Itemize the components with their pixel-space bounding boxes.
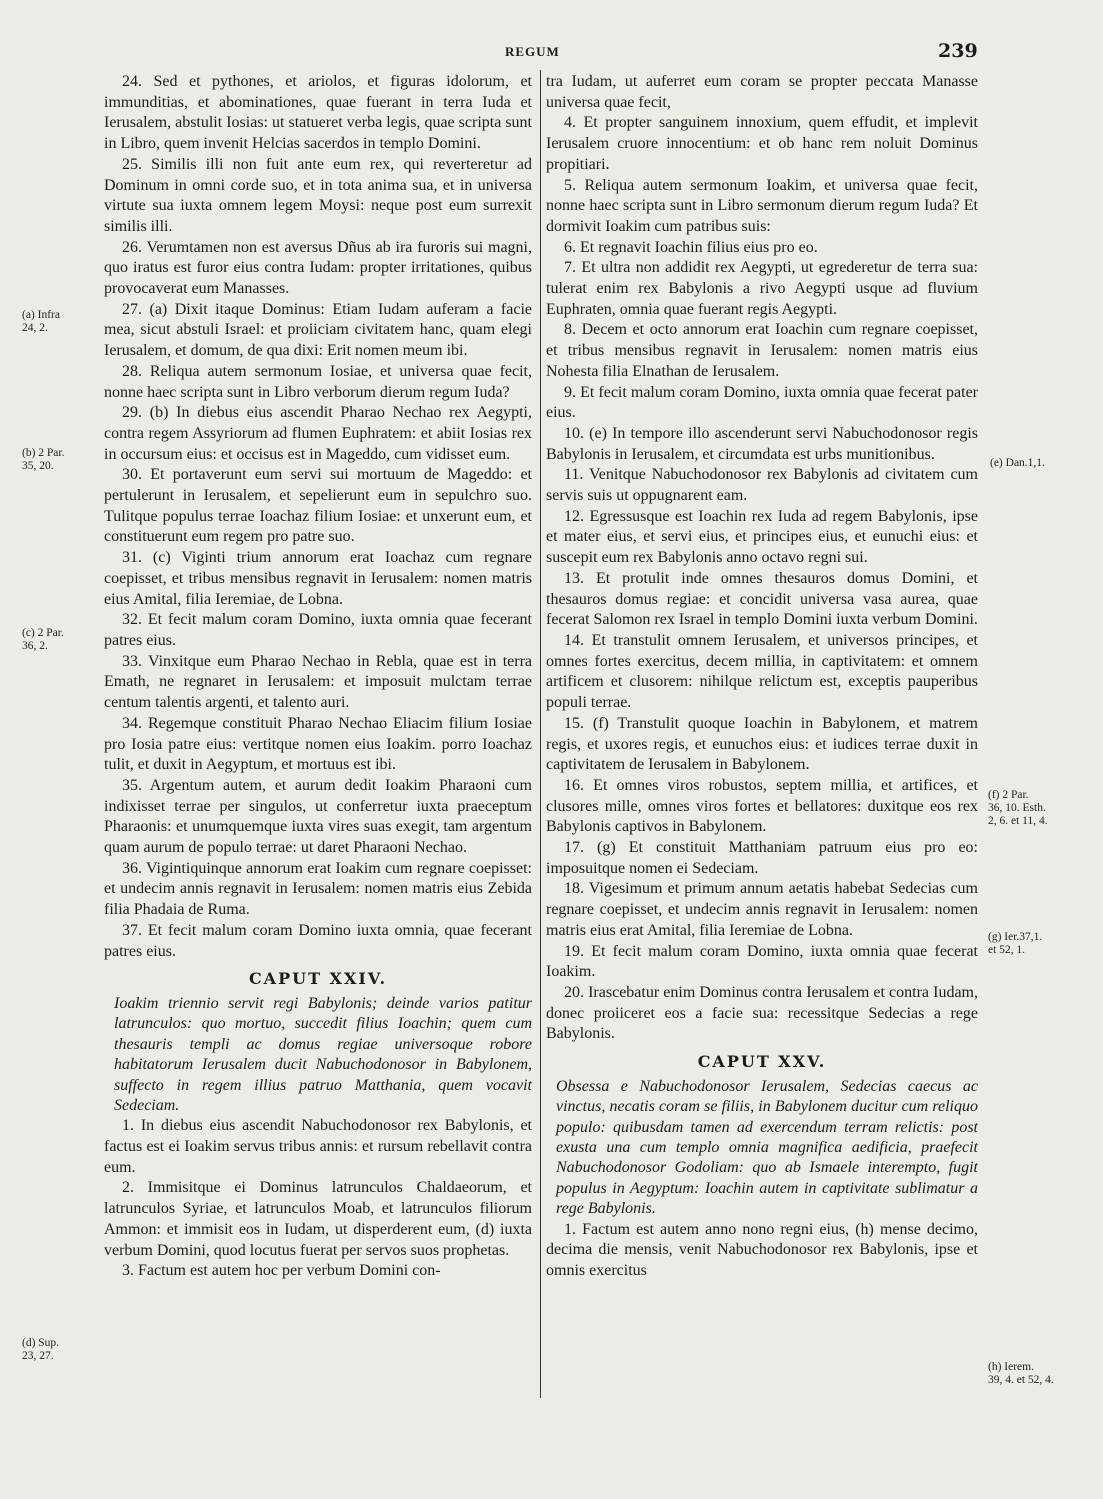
note-line: (g) Ier.37,1. <box>988 931 1043 943</box>
margin-note-a <box>22 309 60 335</box>
chapter-summary: Obsessa e Nabuchodonosor Ierusalem, Sedecias caecus ac vinctus, necatis coram se filiis, in Babylonem ducitur cum reliquo populo: quibusdam tamen ad exercendum terram relictis: post exusta una cum templo omnia magnifica aedificia, praefecit Nabuchodonosor Godoliam: quo ab Ismaele interempto, fugit populus in Aegyptum: Ioachin autem in captivitate sublimatur a rege Babylonis. <box>556 1077 978 1218</box>
verse: 1. In diebus eius ascendit Nabuchodonosor rex Babylonis, et factus est ei Ioakim servus tribus annis: et rursum rebellavit contra eum. <box>104 1117 532 1176</box>
note-line: 24, 2. <box>22 322 48 334</box>
verse: 3. Factum est autem hoc per verbum Domini con- <box>122 1262 441 1280</box>
verse: 29. (b) In diebus eius ascendit Pharao Nechao rex Aegypti, contra regem Assyriorum ad flumen Euphratem: et abiit Iosias rex in occursum eius: et occisus est in Mageddo, cum vidisset eum. <box>104 404 532 463</box>
chapter-summary: Ioakim triennio servit regi Babylonis; deinde varios patitur latrunculos: quo mortuo, succedit filius Ioachin; quem cum thesauris templi ac domus regiae universoque robore habitatorum Ierusalem ducit Nabuchodonosor in Babylonem, suffecto in regem illius patruo Matthania, quem vocavit Sedeciam. <box>114 994 532 1114</box>
verse: 4. Et propter sanguinem innoxium, quem effudit, et implevit Ierusalem cruore innocentium: et ob hanc rem noluit Dominus propitiari. <box>546 114 978 173</box>
verse: 27. (a) Dixit itaque Dominus: Etiam Iudam auferam a facie mea, sicut abstuli Israel: et proiiciam civitatem hanc, quam elegi Ierusalem, et domum, de qua dixi: Erit nomen meum ibi. <box>104 300 532 360</box>
note-line: 35, 20. <box>22 460 54 472</box>
note-line: (f) 2 Par. <box>988 789 1029 801</box>
verse: 30. Et portaverunt eum servi sui mortuum de Mageddo: et pertulerunt in Ierusalem, et sepelierunt eum in sepulchro suo. Tulitque populus terrae Ioachaz filium Iosiae: et unxerunt eum, et constituerunt eum regem pro patre suo. <box>104 466 532 546</box>
verse: 24. Sed et pythones, et ariolos, et figuras idolorum, et immunditias, et abominationes, quae fuerant in terra Iuda et Ierusalem, abstulit Iosias: ut statueret verba legis, quae scripta sunt in Libro, quem invenit Helcias sacerdos in templo Domini. <box>104 73 532 153</box>
running-title: REGUM <box>505 44 560 59</box>
right-column <box>546 72 978 1282</box>
note-line: (h) Ierem. <box>988 1361 1034 1373</box>
verse: 33. Vinxitque eum Pharao Nechao in Rebla, quae est in terra Emath, ne regnaret in Ierusalem: et imposuit mulctam terrae centum talentis argenti, et talento auri. <box>104 652 532 712</box>
verse: 28. Reliqua autem sermonum Iosiae, et universa quae fecit, nonne haec scripta sunt in Libro verborum dierum regum Iuda? <box>104 362 532 401</box>
verse-continuation: tra Iudam, ut auferret eum coram se propter peccata Manasse universa quae fecit, <box>546 73 978 111</box>
verse: 15. (f) Transtulit quoque Ioachin in Babylonem, et matrem regis, et uxores regis, et eunuchos eius: et iudices terrae duxit in captivitatem de Ierusalem in Babylonem. <box>546 714 978 774</box>
left-column <box>104 72 532 1282</box>
verse: 9. Et fecit malum coram Domino, iuxta omnia quae fecerat pater eius. <box>546 383 978 422</box>
verse: 20. Irascebatur enim Dominus contra Ierusalem et contra Iudam, donec proiiceret eos a facie sua: recessitque Sedecias a rege Babylonis. <box>546 983 978 1043</box>
verse: 18. Vigesimum et primum annum aetatis habebat Sedecias cum regnare coepisset, et undecim annis regnavit in Ierusalem: nomen matris eius erat Amital, filia Ieremiae de Lobna. <box>546 880 978 939</box>
note-line: (b) 2 Par. <box>22 447 65 459</box>
margin-note-c <box>22 627 64 653</box>
verse: 8. Decem et octo annorum erat Ioachin cum regnare coepisset, et tribus mensibus regnavit in Ierusalem: nomen matris eius Nohesta filia Elnathan de Ierusalem. <box>546 321 978 380</box>
verse: 31. (c) Viginti trium annorum erat Ioachaz cum regnare coepisset, et tribus mensibus regnavit in Ierusalem: nomen matris eius Amital, filia Ieremiae, de Lobna. <box>104 549 532 608</box>
verse: 13. Et protulit inde omnes thesauros domus Domini, et thesauros domus regiae: et concidit universa vasa aurea, quae fecerat Salomon rex Israel in templo Domini iuxta verbum Domini. <box>546 569 978 629</box>
margin-note-b <box>22 447 64 473</box>
verse: 34. Regemque constituit Pharao Nechao Eliacim filium Iosiae pro Iosia patre eius: vertitque nomen eius Ioakim. porro Ioachaz tulit, et duxit in Aegyptum, et mortuus est ibi. <box>104 714 532 774</box>
note-line: (c) 2 Par. <box>22 627 64 639</box>
verse: 6. Et regnavit Ioachin filius eius pro eo. <box>564 238 818 256</box>
note-line: (a) Infra <box>22 309 60 321</box>
verse: 5. Reliqua autem sermonum Ioakim, et universa quae fecit, nonne haec scripta sunt in Libro sermonum dierum regum Iuda? Et dormivit Ioakim cum patribus suis: <box>546 176 978 235</box>
margin-note-g <box>988 931 1042 957</box>
margin-note-e <box>990 457 1045 470</box>
note-line: 39, 4. et 52, 4. <box>988 1374 1054 1386</box>
note-line: 23, 27. <box>22 1350 54 1362</box>
chapter-heading: CAPUT XXV. <box>697 1052 827 1072</box>
verse: 37. Et fecit malum coram Domino iuxta omnia, quae fecerant patres eius. <box>104 921 532 960</box>
margin-note-d <box>22 1337 59 1363</box>
verse: 12. Egressusque est Ioachin rex Iuda ad regem Babylonis, ipse et mater eius, et servi eius, et principes eius, et eunuchi eius: et suscepit eum rex Babylonis anno octavo regni sui. <box>546 507 978 567</box>
note-line: et 52, 1. <box>988 944 1026 956</box>
margin-note-h <box>988 1361 1054 1387</box>
verse: 14. Et transtulit omnem Ierusalem, et universos principes, et omnes fortes exercitus, decem millia, in captivitatem: et omnem artificem et clusorem: nihilque relictum est, exceptis pauperibus populi terrae. <box>546 631 978 712</box>
verse: 32. Et fecit malum coram Domino, iuxta omnia quae fecerant patres eius. <box>104 611 532 649</box>
note-line: 36, 10. Esth. <box>988 802 1046 814</box>
verse: 25. Similis illi non fuit ante eum rex, qui reverteretur ad Dominum in omni corde suo, et in tota anima sua, et in universa virtute sua iuxta omnem legem Moysi: neque post eum surrexit similis illi. <box>104 155 532 235</box>
note-line: (e) Dan.1,1. <box>990 457 1045 469</box>
margin-note-f <box>988 789 1048 828</box>
verse: 2. Immisitque ei Dominus latrunculos Chaldaeorum, et latrunculos Syriae, et latrunculos Moab, et latrunculos filiorum Ammon: et immisit eos in Iudam, ut disperderent eum, (d) iuxta verbum Domini, quod locutus fuerat per servos suos prophetas. <box>104 1179 532 1259</box>
note-line: 36, 2. <box>22 640 48 652</box>
chapter-heading: CAPUT XXIV. <box>248 969 388 989</box>
note-line: (d) Sup. <box>22 1337 60 1349</box>
verse: 7. Et ultra non addidit rex Aegypti, ut egrederetur de terra sua: tulerat enim rex Babylonis a rivo Aegypti usque ad fluvium Euphraten, omnia quae fuerant regis Aegypti. <box>546 259 978 318</box>
note-line: 2, 6. et 11, 4. <box>988 815 1048 827</box>
running-head <box>0 40 1103 64</box>
verse: 36. Vigintiquinque annorum erat Ioakim cum regnare coepisset: et undecim annis regnavit in Ierusalem: nomen matris eius Zebida filia Phadaia de Ruma. <box>104 859 532 919</box>
verse: 17. (g) Et constituit Matthaniam patruum eius pro eo: imposuitque nomen ei Sedeciam. <box>546 839 978 877</box>
verse: 11. Venitque Nabuchodonosor rex Babylonis ad civitatem cum servis suis ut oppugnarent eam. <box>546 466 978 505</box>
column-divider <box>540 70 541 1398</box>
page-number: 239 <box>938 40 978 62</box>
verse: 26. Verumtamen non est aversus Dñus ab ira furoris sui magni, quo iratus est furor eius contra Iudam: propter irritationes, quibus provocaverat eum Manasses. <box>104 238 532 298</box>
verse: 16. Et omnes viros robustos, septem millia, et artifices, et clusores mille, omnes viros fortes et bellatores: duxitque eos rex Babylonis captivos in Babylonem. <box>546 776 978 836</box>
verse: 1. Factum est autem anno nono regni eius, (h) mense decimo, decima die mensis, venit Nabuchodonosor rex Babylonis, ipse et omnis exercitus <box>546 1220 978 1279</box>
verse: 19. Et fecit malum coram Domino, iuxta omnia quae fecerat Ioakim. <box>546 942 978 981</box>
verse: 10. (e) In tempore illo ascenderunt servi Nabuchodonosor regis Babylonis in Ierusalem, et circumdata est urbs munitionibus. <box>546 424 978 463</box>
verse: 35. Argentum autem, et aurum dedit Ioakim Pharaoni cum indixisset terrae per singulos, ut conferretur iuxta praeceptum Pharaonis: et unumquemque iuxta vires suas exegit, tam argentum quam aurum de populo terrae: ut daret Pharaoni Nechao. <box>104 776 532 857</box>
